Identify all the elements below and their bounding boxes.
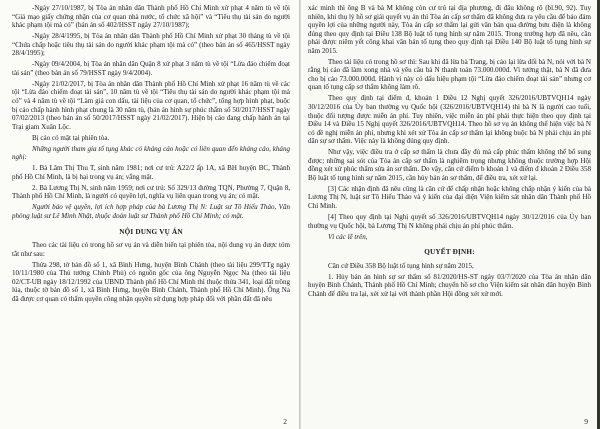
left-paragraph-7: 1. Bà Lâm Thị Thu T, sinh năm 1981; nơi cư trú: A22/2 ấp 1A, xã BH huyện BC, Thành phố Hồ Chí Minh, là bị hại trong vụ án; vắng mặt. — [12, 164, 290, 181]
left-paragraph-9: Người bảo vệ quyền, lợi ích hợp pháp của bà Lương Thị N: Luật sư Tô Hiếu Thảo, Văn phòng luật sư Lê Minh Nhật, thuộc đoàn luật sư Thành phố Hồ Chí Minh; có mặt. — [12, 203, 290, 221]
right-page — [300, 0, 600, 429]
right-paragraph-5: [3] Các nhận định đã nêu cũng là căn cứ để chấp nhận hoặc không chấp nhận ý kiến của bà Lương Thị N, luật sư Tô Hiếu Thảo và ý kiến của đại diện Viện kiểm sát nhân dân Thành phố Hồ Chí Minh. — [308, 184, 591, 211]
right-paragraph-4: Như vậy, việc điều tra ở cấp sơ thẩm là chưa đầy đủ mà cấp phúc thẩm không thể bổ sung được; những sai sót của Tòa án cấp sơ thẩm là nghiêm trọng nhưng không thuộc trường hợp Hội đồng xét xử phúc thẩm sửa án sơ thẩm. Do vậy, căn cứ điểm b khoản 1 và điểm đ khoản 2 Điều 358 Bộ luật tố tụng hình sự năm 2015, cần hủy bản án sơ thẩm, để điều tra, xét xử lại. — [308, 148, 591, 182]
right-body-2: 1. Hủy bản án hình sự sơ thẩm số 81/2020/HS-ST ngày 03/7/2020 của Tòa án nhân dân huyện Bình Chánh, Thành phố Hồ Chí Minh; chuyển hồ sơ cho Viện kiểm sát nhân dân huyện Bình Chánh để điều tra lại, xét xử lại với thành phần Hội đồng xét xử mới. — [308, 272, 591, 298]
left-paragraph-1: -Ngày 27/10/1987, bị Tòa án nhân dân Thành phố Hồ Chí Minh xử phạt 4 năm tù về tội “Giả mạo giấy chứng nhận của cơ quan nhà nước, tổ chức xã hội” và “Tiêu thụ tài sản do người khác phạm tội mà có” (bản án số 402/HSST ngày 27/10/1987); — [12, 4, 290, 30]
right-body-1: Căn cứ Điều 358 Bộ luật tố tụng hình sự năm 2015, — [328, 261, 474, 270]
left-paragraph-2: -Ngày 28/4/1995, bị Tòa án nhân dân Thành phố Hồ Chí Minh xử phạt 30 tháng tù về tội “Chứa chấp hoặc tiêu thụ tài sản do người khác phạm tội mà có” (theo bản án số 465/HSST ngày 28/4/1995); — [12, 32, 290, 58]
left-paragraph-5: Bị cáo có mặt tại phiên tòa. — [32, 133, 110, 142]
left-paragraph-8: 2. Bà Lương Thị N, sinh năm 1959; nơi cư trú: Số 329/13 đường TQN, Phường 7, Quận 8, Thành phố Hồ Chí Minh, là người có quyền lợi, nghĩa vụ liên quan trong vụ án; có mặt. — [12, 183, 290, 201]
left-paragraph-3: -Ngày 09/4/2004, bị Tòa án nhân dân Quận 8 xử phạt 3 năm tù về tội “Lừa đảo chiếm đoạt tài sản” (theo bản án số 79/HSST ngày 9/4/2004). — [12, 60, 290, 77]
section-heading-noi-dung: NỘI DUNG VỤ ÁN — [119, 227, 183, 236]
left-body-2: Thửa 298, tờ bản đồ số 1, xã Bình Hưng, huyện Bình Chánh (theo tài liệu 299/TTg ngày 10/11/1980 của Thủ tướng Chính Phủ) có nguồn gốc của ông Nguyễn Ngọc Na (theo tài liệu 02/CT-UB ngày 18/12/1992 của UBND Thành phố Hồ Chí Minh thì thuộc thửa 341, loại đất trồng lúa, thuộc tờ bản đồ số 1, xã Bình Hưng, huyện Bình Chánh, Thành phố Hồ Chí Minh). Ông Na đã được cơ quan có thẩm quyền công nhận quyền sử dụng hợp pháp đối với phần đất đã nêu — [12, 260, 290, 303]
page-number-left: 2 — [283, 417, 287, 427]
right-paragraph-6: [4] Theo quy định tại Nghị quyết số 326/2016/UBTVQH14 ngày 30/12/2016 của Ủy ban thường vụ Quốc hội, bà Lương Thị N không phải chịu án phí phúc thẩm. — [308, 213, 591, 230]
right-paragraph-2: Theo tài liệu có trong hồ sơ thì: Sau khi đã lừa bà Trang, bị cáo lại lừa đối bà N, nói với bà N rằng bị cáo đã làm xong nhà và yêu cầu bà N thanh toán 73.000.000đ. Vì tưởng thật, bà N đã đưa cho bị cáo 73.000.000đ. Hành vi này có dấu hiệu phạm tội “Lừa đảo chiếm đoạt tài sản” nhưng cơ quan tố tụng cấp sơ thẩm không làm rõ. — [308, 57, 591, 92]
page-number-right: 9 — [584, 417, 588, 427]
right-paragraph-7: Vì các lẽ trên, — [328, 232, 368, 241]
left-paragraph-4: -Ngày 21/02/2017, bị Tòa án nhân dân Thành phố Hồ Chí Minh xử phạt 16 năm tù về các tội “Lừa đảo chiếm đoạt tài sản”, 10 năm tù về tội “Tiêu thụ tài sản do người khác phạm tội mà có” và 4 năm tù về tội “Làm giả con dấu, tài liệu của cơ quan, tổ chức”, tổng hợp hình phạt, buộc bị cáo chấp hành hình phạt chung là 30 năm tù, (bản án hình sự phúc thẩm số 50/2017/HSST ngày 07/02/2013 (theo bản án số 50/2017/HSST ngày 21/02/2017). Hiện bị cáo đang chấp hành án tại Trại giam Xuân Lộc. — [12, 79, 290, 131]
book-spine-divider — [299, 0, 301, 429]
left-paragraph-6: Những người tham gia tố tụng khác có kháng cáo hoặc có liên quan đến kháng cáo, kháng nghị: — [12, 144, 290, 162]
left-body-1: Theo các tài liệu có trong hồ sơ vụ án và diễn biến tại phiên tòa, nội dung vụ án được tóm tắt như sau: — [12, 241, 290, 258]
section-heading-quyet-dinh: QUYẾT ĐỊNH: — [424, 248, 475, 257]
right-paragraph-3: Theo quy định tại điểm đ, khoản 1 Điều 12 Nghị quyết 326/2016/UBTVQH14 ngày 30/12/2016 của Ủy ban thường vụ Quốc hội (326/2016/UBTVQH14) thì bà N là người cao tuổi, thuộc đối tượng được miễn án phí. Tuy nhiên, việc miễn án phí phải thực hiện theo quy định tại Điều 14 và Điều 15 Nghị quyết 326/2016/UBTVQH14. Theo hồ sơ vụ án không thể hiện việc bà N có đề nghị miễn án phí, nhưng khi xét xử Tòa án cấp sơ thẩm lại không buộc bà N phải chịu án phí dân sự sơ thẩm. Việc này là không đúng quy định. — [308, 94, 591, 146]
right-paragraph-1: xác minh thì ông B và bà M không còn cư trú tại địa phương, đi đâu không rõ (bl.90, 92). Tuy nhiên, khi thụ lý hồ sơ giải quyết vụ án thì Tòa án cấp sơ thẩm đã không đưa ra yêu cầu để bảo đảm quyền lợi của những người này, Tòa án cấp sơ thẩm lại gửi văn bản qua đường bưu điện là không đúng theo quy định tại Điều 138 Bộ luật tố tụng hình sự năm 2015. Trong trường hợp đã nêu, cần phải được niêm yết công khai văn bản tố tụng theo quy định tại Điều 140 Bộ luật tố tụng hình sự năm 2015. — [308, 4, 591, 55]
